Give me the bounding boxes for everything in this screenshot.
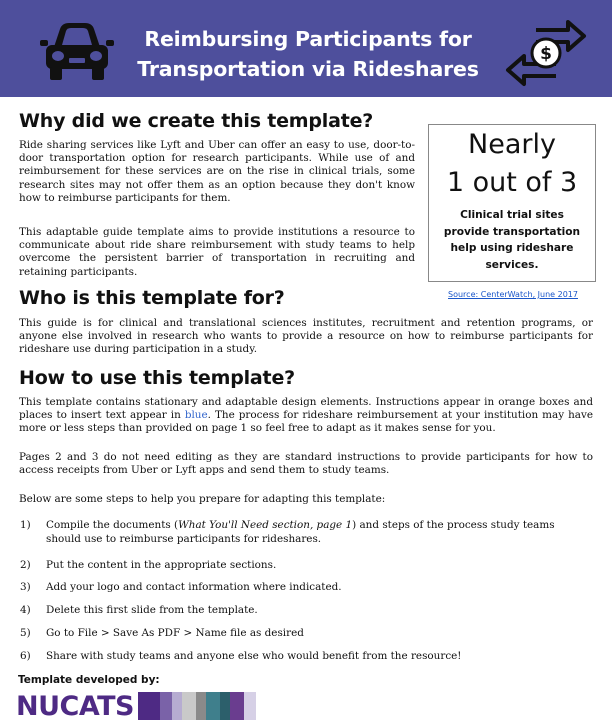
step-number: 4) [20,604,31,616]
nucats-logo [0,690,612,720]
step-text: Share with study teams and anyone else who would benefit from the resource! [46,650,462,662]
why-heading: Why did we create this template? [19,110,374,132]
step-text [46,519,592,546]
step-number: 5) [20,627,31,639]
logo-color-bars-icon [138,692,268,720]
how-heading: How to use this template? [19,367,295,389]
step-number: 2) [20,559,31,571]
banner-title [118,24,498,84]
how-p1-text-after: . The process for rideshare reimbursement at your institution may have more or less steps than provided on page 1 so feel free to adapt as it makes sense for you. [19,409,593,435]
how-paragraph-1 [19,396,593,436]
developed-by-label: Template developed by: [18,674,160,686]
how-p1-blue-word: blue [184,409,208,422]
stat-big-line2: 1 out of 3 [446,167,578,198]
banner-title-line1: Reimbursing Participants for [144,27,472,51]
car-icon [40,17,114,83]
step-text: Delete this first slide from the template. [46,604,258,616]
step-number: 3) [20,581,31,593]
how-p1-text-before: This template contains stationary and adaptable design elements. Instructions appear in orange boxes and places to insert text appear in [19,396,593,422]
step-text-before: Compile the documents ( [46,519,179,531]
header-banner [0,0,612,97]
who-paragraph: This guide is for clinical and translational sciences institutes, recruitment and retention programs, or anyone else involved in research who wants to provide a resource on how to reimburse participants for rideshare use during participation in a study. [19,317,593,356]
stat-description: Clinical trial sites provide transportation help using rideshare services. [443,209,581,271]
step-number: 1) [20,519,31,531]
how-paragraph-3: Below are some steps to help you prepare for adapting this template: [19,493,386,505]
money-exchange-icon [498,18,594,88]
step-text: Go to File > Save As PDF > Name file as desired [46,627,304,639]
why-paragraph-1: Ride sharing services like Lyft and Uber can offer an easy to use, door-to-door transportation option for research participants. While use of and reimbursement for these services are on the rise in clinical trials, some research sites may not offer them as an option because they don't know how to reimburse participants for them. [19,139,415,204]
stat-big-line1: Nearly [468,129,556,160]
step-text: Add your logo and contact information where indicated. [46,581,342,593]
stat-callout-box [428,124,596,282]
step-text-after: ) and steps of the process study teams should use to reimburse participants for rideshares. [46,519,555,545]
banner-title-line2: Transportation via Rideshares [137,57,479,81]
step-text-italic: What You'll Need section, page 1 [178,519,353,531]
who-heading: Who is this template for? [19,287,285,309]
svg-text:$: $ [540,44,552,64]
step-number: 6) [20,650,31,662]
step-text: Put the content in the appropriate sections. [46,559,277,571]
logo-text: NUCATS [16,691,134,720]
how-paragraph-2: Pages 2 and 3 do not need editing as they are standard instructions to provide participants for how to access receipts from Uber or Lyft apps and send them to study teams. [19,451,593,477]
why-paragraph-2: This adaptable guide template aims to provide institutions a resource to communicate about ride share reimbursement with study teams to help overcome the persistent barrier of transportation in recruiting and retaining participants. [19,226,415,278]
stat-source-link[interactable]: Source: CenterWatch, June 2017 [448,290,578,299]
